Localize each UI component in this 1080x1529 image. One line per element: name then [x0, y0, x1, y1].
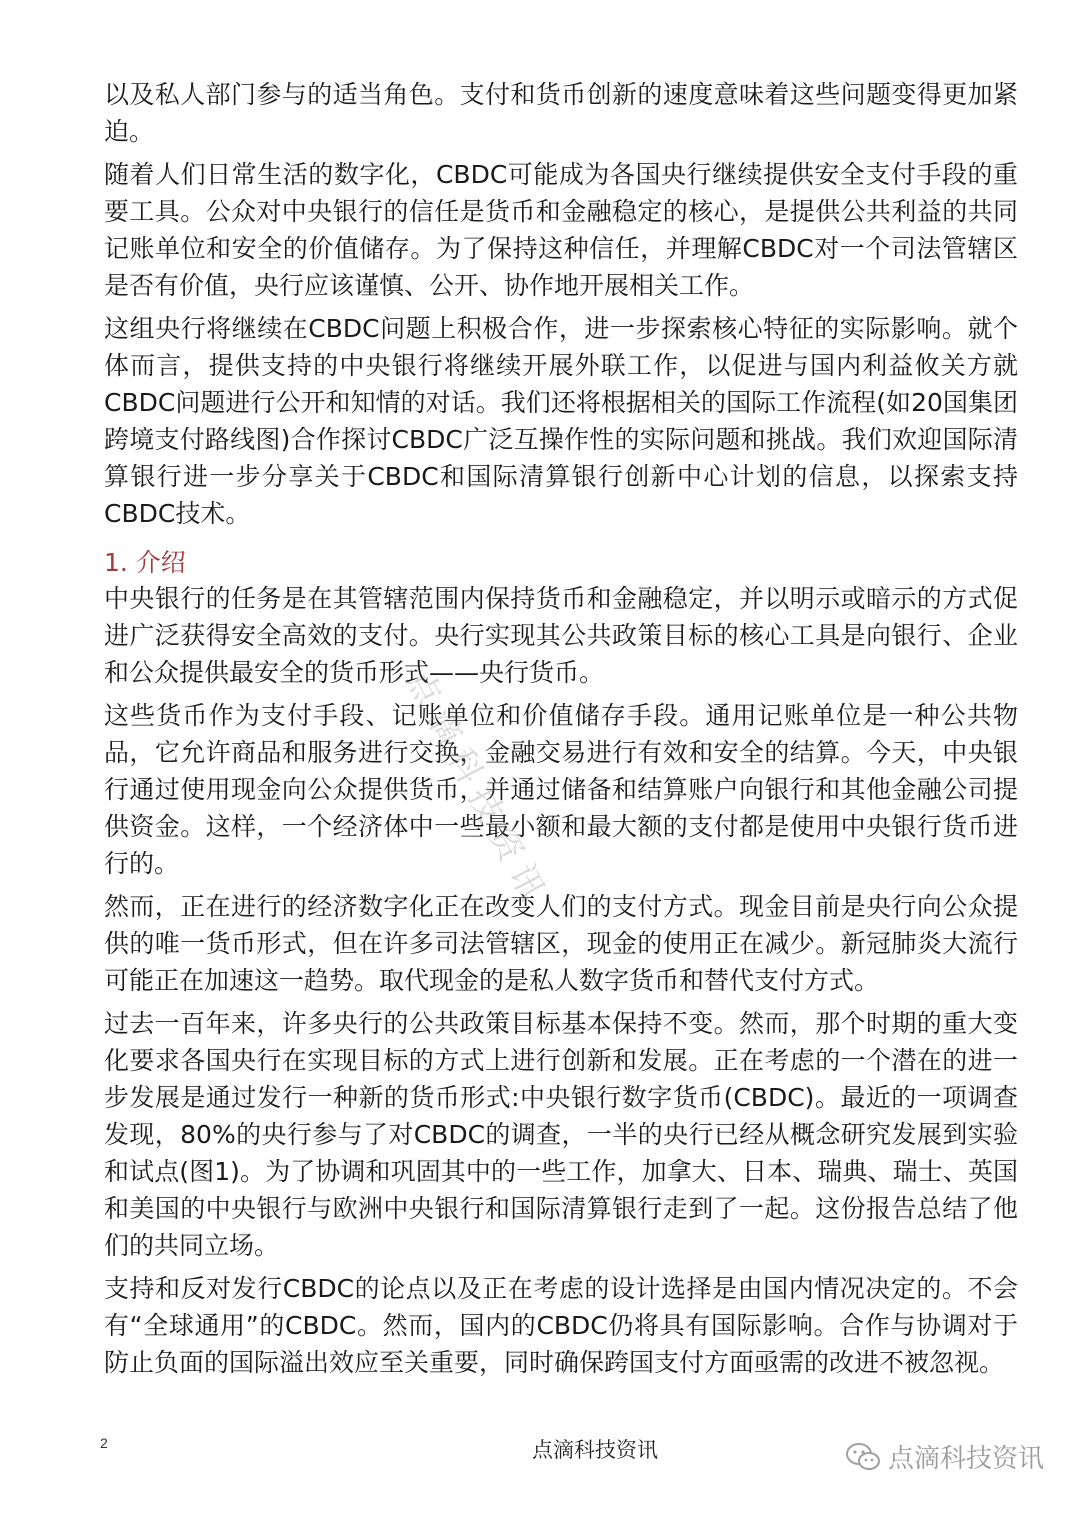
watermark: 点滴科技资讯	[397, 663, 557, 916]
paragraph: 支持和反对发行CBDC的论点以及正在考虑的设计选择是由国内情况决定的。不会有“全球通用”的CBDC。然而，国内的CBDC仍将具有国际影响。合作与协调对于防止负面的国际溢出效应至关重要，同时确保跨国支付方面亟需的改进不被忽视。	[104, 1274, 1018, 1377]
page-number: 2	[100, 1435, 108, 1451]
wechat-label: 点滴科技资讯	[887, 1444, 1044, 1474]
footer-brand: 点滴科技资讯	[532, 1438, 658, 1462]
top-text-block	[104, 76, 1018, 538]
paragraph: 这些货币作为支付手段、记账单位和价值储存手段。通用记账单位是一种公共物品，它允许商品和服务进行交换，金融交易进行有效和安全的结算。今天，中央银行通过使用现金向公众提供货币，并通过储备和结算账户向银行和其他金融公司提供资金。这样，一个经济体中一些最小额和最大额的支付都是使用中央银行货币进行的。	[104, 701, 1018, 878]
wechat-icon	[846, 1442, 880, 1472]
paragraph: 这组央行将继续在CBDC问题上积极合作，进一步探索核心特征的实际影响。就个体而言，提供支持的中央银行将继续开展外联工作，以促进与国内利益攸关方就CBDC问题进行公开和知情的对话。我们还将根据相关的国际工作流程(如20国集团跨境支付路线图)合作探讨CBDC广泛互操作性的实际问题和挑战。我们欢迎国际清算银行进一步分享关于CBDC和国际清算银行创新中心计划的信息，以探索支持CBDC技术。	[104, 314, 1018, 528]
paragraph: 随着人们日常生活的数字化，CBDC可能成为各国央行继续提供安全支付手段的重要工具。公众对中央银行的信任是货币和金融稳定的核心，是提供公共利益的共同记账单位和安全的价值储存。为了保持这种信任，并理解CBDC对一个司法管辖区是否有价值，央行应该谨慎、公开、协作地开展相关工作。	[104, 160, 1018, 300]
wechat-watermark	[846, 1438, 1044, 1475]
section-heading: 1. 介绍	[104, 548, 186, 577]
paragraph: 中央银行的任务是在其管辖范围内保持货币和金融稳定，并以明示或暗示的方式促进广泛获得安全高效的支付。央行实现其公共政策目标的核心工具是向银行、企业和公众提供最安全的货币形式——央行货币。	[104, 584, 1018, 687]
paragraph: 过去一百年来，许多央行的公共政策目标基本保持不变。然而，那个时期的重大变化要求各国央行在实现目标的方式上进行创新和发展。正在考虑的一个潜在的进一步发展是通过发行一种新的货币形式:中央银行数字货币(CBDC)。最近的一项调查发现，80%的央行参与了对CBDC的调查，一半的央行已经从概念研究发展到实验和试点(图1)。为了协调和巩固其中的一些工作，加拿大、日本、瑞典、瑞士、英国和美国的中央银行与欧洲中央银行和国际清算银行走到了一起。这份报告总结了他们的共同立场。	[104, 1009, 1018, 1260]
paragraph: 以及私人部门参与的适当角色。支付和货币创新的速度意味着这些问题变得更加紧迫。	[104, 80, 1018, 146]
intro-text-block	[104, 580, 1018, 1387]
paragraph: 然而，正在进行的经济数字化正在改变人们的支付方式。现金目前是央行向公众提供的唯一货币形式，但在许多司法管辖区，现金的使用正在减少。新冠肺炎大流行可能正在加速这一趋势。取代现金的是私人数字货币和替代支付方式。	[104, 892, 1018, 995]
